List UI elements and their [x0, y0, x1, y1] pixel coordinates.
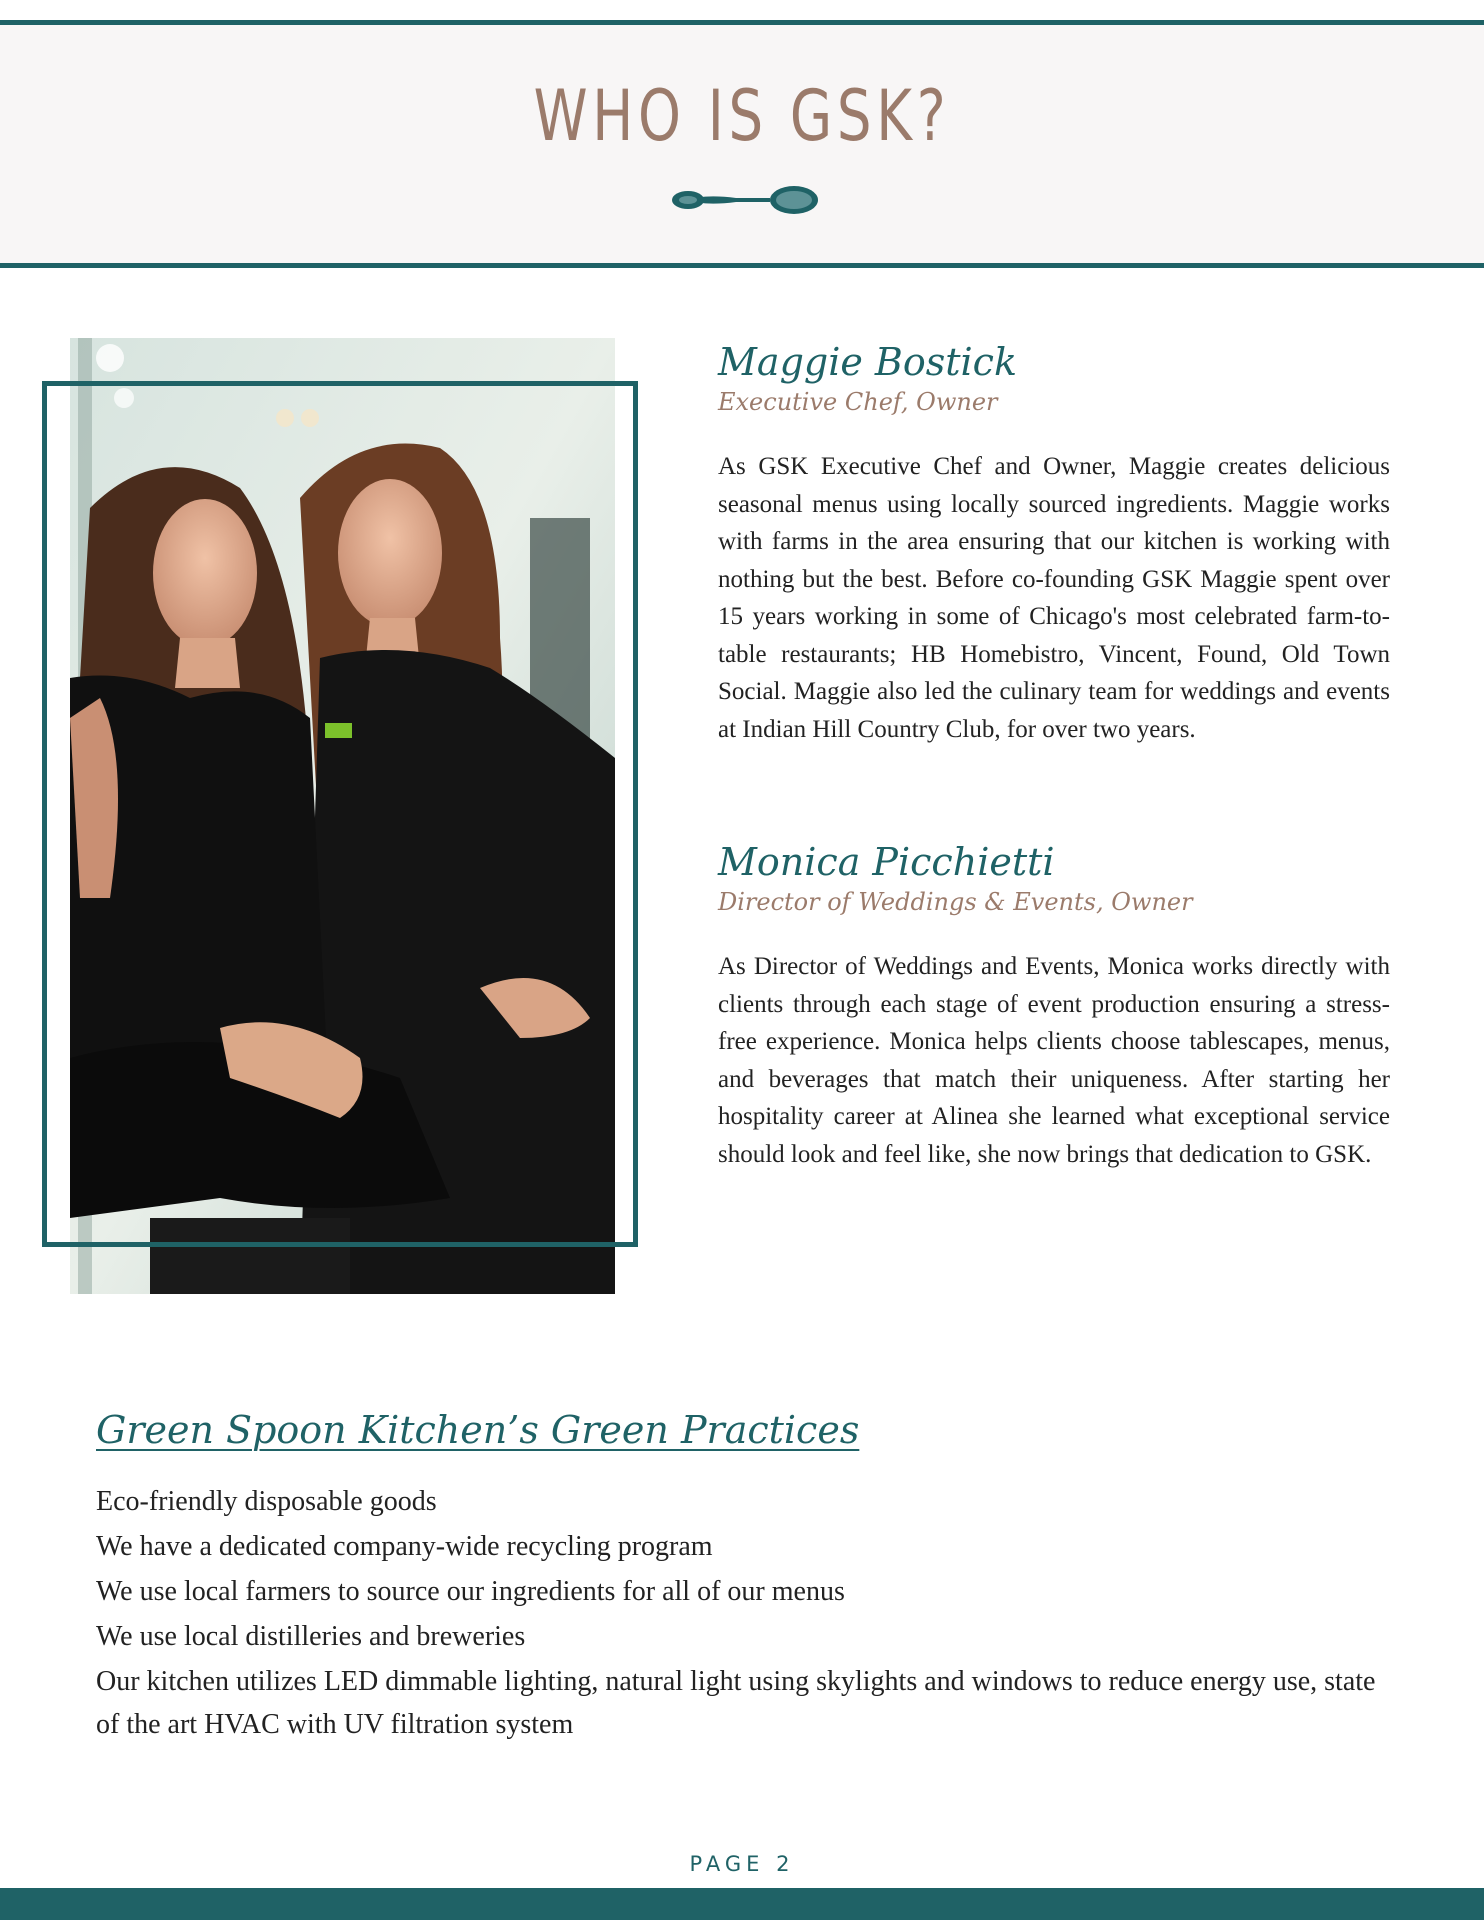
page-number: PAGE 2: [689, 1852, 795, 1876]
header-top-rule: [0, 20, 1484, 25]
bio-role: Executive Chef, Owner: [718, 388, 998, 416]
bio-name: Maggie Bostick: [718, 340, 1017, 384]
green-practices: [96, 1402, 1396, 1748]
photo-frame: [42, 381, 638, 1247]
practices-title: Green Spoon Kitchen’s Green Practices: [96, 1408, 860, 1452]
bio-text: As GSK Executive Chef and Owner, Maggie creates delicious seasonal menus using locally sourced ingredients. Maggie works with farms in the area ensuring that our kitchen is working with nothing but the best. Before co-founding GSK Maggie spent over 15 years working in some of Chicago's most celebrated farm-to-table restaurants; HB Homebistro, Vincent, Found, Old Town Social. Maggie also led the culinary team for weddings and events at Indian Hill Country Club, for over two years.: [718, 453, 1390, 743]
practice-item: Our kitchen utilizes LED dimmable lighting, natural light using skylights and windows to reduce energy use, state of the art HVAC with UV filtration system: [96, 1666, 1376, 1740]
practice-item: We use local distilleries and breweries: [96, 1621, 526, 1652]
practice-item: We have a dedicated company-wide recycling program: [96, 1531, 713, 1562]
bio-name: Monica Picchietti: [718, 840, 1055, 884]
spoon-icon: [666, 180, 822, 220]
bio-maggie: [718, 338, 1390, 748]
page-title: WHO IS GSK?: [533, 75, 951, 157]
practice-item: Eco-friendly disposable goods: [96, 1486, 437, 1517]
bio-monica: [718, 838, 1390, 1173]
footer-band: [0, 1888, 1484, 1920]
bio-text: As Director of Weddings and Events, Monica works directly with clients through each stage of event production ensuring a stress-free experience. Monica helps clients choose tablescapes, menus, and beverages that match their uniqueness. After starting her hospitality career at Alinea she learned what exceptional service should look and feel like, she now brings that dedication to GSK.: [718, 953, 1390, 1168]
practice-item: We use local farmers to source our ingredients for all of our menus: [96, 1576, 845, 1607]
bio-role: Director of Weddings & Events, Owner: [718, 888, 1193, 916]
header-bottom-rule: [0, 263, 1484, 268]
practices-list: [96, 1480, 1396, 1746]
